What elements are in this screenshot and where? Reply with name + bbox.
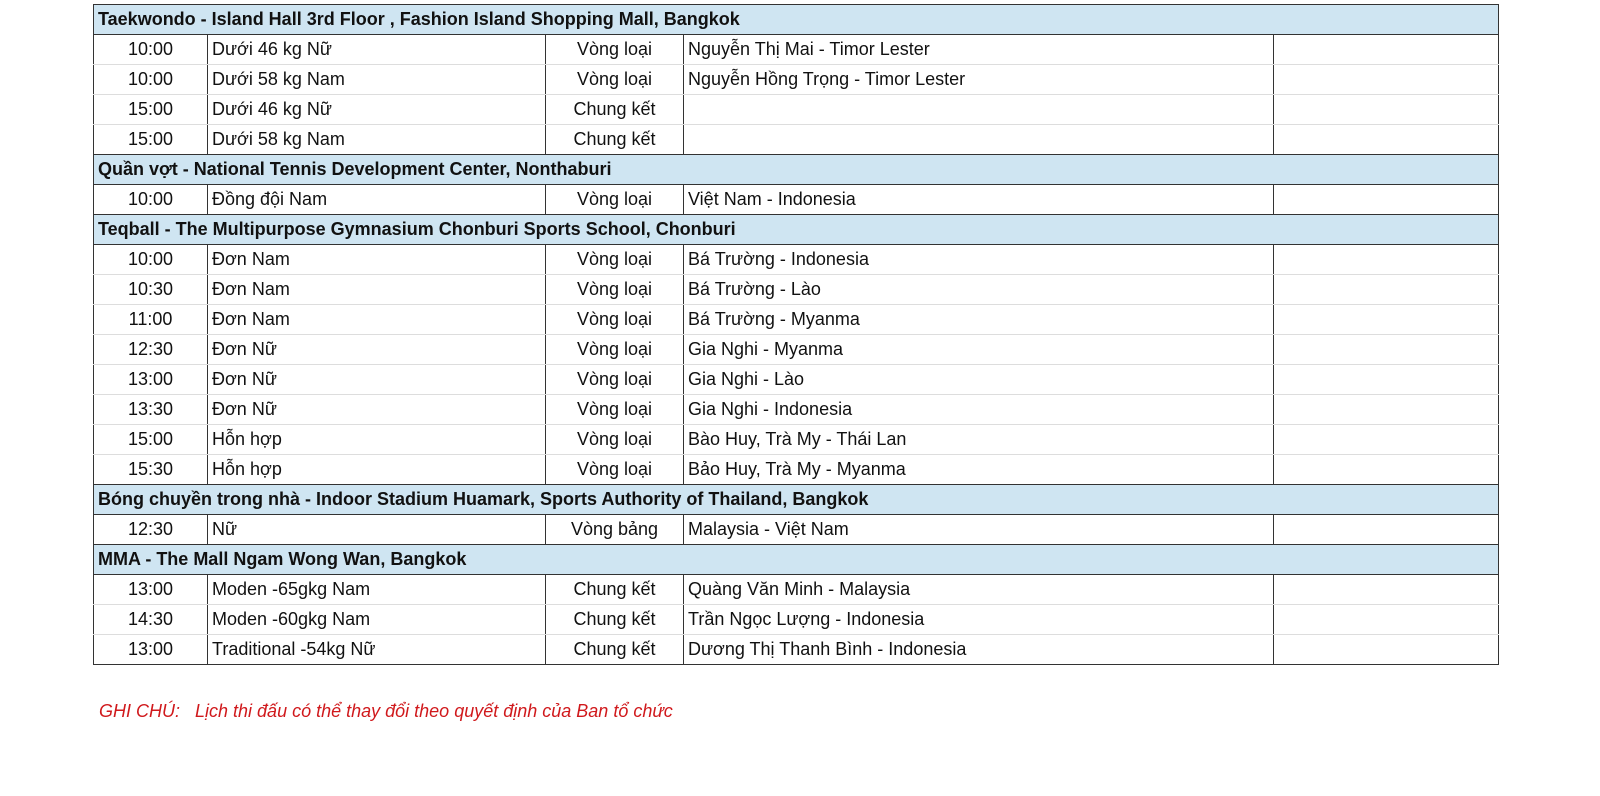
table-row: [94, 455, 1499, 485]
extra-cell: [1274, 455, 1499, 485]
section-title: Bóng chuyền trong nhà - Indoor Stadium Huamark, Sports Authority of Thailand, Bangkok: [94, 485, 1499, 515]
event-cell: Dưới 46 kg Nữ: [208, 35, 546, 65]
section-title: Quần vợt - National Tennis Development Center, Nonthaburi: [94, 155, 1499, 185]
match-cell: Gia Nghi - Indonesia: [684, 395, 1274, 425]
extra-cell: [1274, 65, 1499, 95]
round-cell: Vòng loại: [546, 395, 684, 425]
match-cell: Gia Nghi - Myanma: [684, 335, 1274, 365]
table-row: [94, 335, 1499, 365]
match-cell: Nguyễn Hồng Trọng - Timor Lester: [684, 65, 1274, 95]
round-cell: Chung kết: [546, 95, 684, 125]
extra-cell: [1274, 275, 1499, 305]
time-cell: 15:00: [94, 95, 208, 125]
table-row: [94, 395, 1499, 425]
section-header: [94, 485, 1499, 515]
section-header: [94, 5, 1499, 35]
extra-cell: [1274, 335, 1499, 365]
schedule-note: [99, 701, 673, 722]
round-cell: Vòng loại: [546, 305, 684, 335]
match-cell: Trần Ngọc Lượng - Indonesia: [684, 605, 1274, 635]
time-cell: 10:30: [94, 275, 208, 305]
extra-cell: [1274, 605, 1499, 635]
event-cell: Đơn Nam: [208, 305, 546, 335]
event-cell: Dưới 58 kg Nam: [208, 125, 546, 155]
event-cell: Dưới 58 kg Nam: [208, 65, 546, 95]
extra-cell: [1274, 185, 1499, 215]
event-cell: Dưới 46 kg Nữ: [208, 95, 546, 125]
table-row: [94, 515, 1499, 545]
round-cell: Chung kết: [546, 635, 684, 665]
table-row: [94, 95, 1499, 125]
round-cell: Vòng loại: [546, 35, 684, 65]
event-cell: Đơn Nữ: [208, 335, 546, 365]
table-row: [94, 575, 1499, 605]
event-cell: Moden -65gkg Nam: [208, 575, 546, 605]
match-cell: Quàng Văn Minh - Malaysia: [684, 575, 1274, 605]
event-cell: Đơn Nam: [208, 245, 546, 275]
extra-cell: [1274, 365, 1499, 395]
extra-cell: [1274, 515, 1499, 545]
time-cell: 11:00: [94, 305, 208, 335]
table-row: [94, 35, 1499, 65]
round-cell: Vòng loại: [546, 425, 684, 455]
table-row: [94, 275, 1499, 305]
extra-cell: [1274, 35, 1499, 65]
schedule-table: [93, 4, 1499, 665]
table-row: [94, 605, 1499, 635]
section-title: MMA - The Mall Ngam Wong Wan, Bangkok: [94, 545, 1499, 575]
table-row: [94, 635, 1499, 665]
table-row: [94, 245, 1499, 275]
round-cell: Vòng loại: [546, 365, 684, 395]
time-cell: 13:00: [94, 575, 208, 605]
table-row: [94, 365, 1499, 395]
time-cell: 14:30: [94, 605, 208, 635]
match-cell: Bảo Huy, Trà My - Myanma: [684, 455, 1274, 485]
event-cell: Hỗn hợp: [208, 425, 546, 455]
note-text: Lịch thi đấu có thể thay đổi theo quyết định của Ban tổ chức: [195, 701, 673, 721]
match-cell: Nguyễn Thị Mai - Timor Lester: [684, 35, 1274, 65]
time-cell: 13:00: [94, 365, 208, 395]
event-cell: Đồng đội Nam: [208, 185, 546, 215]
round-cell: Vòng loại: [546, 185, 684, 215]
section-header: [94, 155, 1499, 185]
section-title: Teqball - The Multipurpose Gymnasium Chonburi Sports School, Chonburi: [94, 215, 1499, 245]
time-cell: 10:00: [94, 35, 208, 65]
match-cell: Bá Trường - Myanma: [684, 305, 1274, 335]
time-cell: 10:00: [94, 245, 208, 275]
round-cell: Chung kết: [546, 605, 684, 635]
round-cell: Chung kết: [546, 575, 684, 605]
extra-cell: [1274, 395, 1499, 425]
time-cell: 10:00: [94, 185, 208, 215]
match-cell: [684, 125, 1274, 155]
round-cell: Vòng loại: [546, 455, 684, 485]
round-cell: Vòng loại: [546, 275, 684, 305]
time-cell: 10:00: [94, 65, 208, 95]
table-row: [94, 425, 1499, 455]
section-header: [94, 545, 1499, 575]
section-title: Taekwondo - Island Hall 3rd Floor , Fashion Island Shopping Mall, Bangkok: [94, 5, 1499, 35]
match-cell: Bá Trường - Indonesia: [684, 245, 1274, 275]
section-header: [94, 215, 1499, 245]
note-label: GHI CHÚ:: [99, 701, 180, 721]
event-cell: Traditional -54kg Nữ: [208, 635, 546, 665]
extra-cell: [1274, 305, 1499, 335]
round-cell: Chung kết: [546, 125, 684, 155]
round-cell: Vòng bảng: [546, 515, 684, 545]
time-cell: 12:30: [94, 515, 208, 545]
time-cell: 15:00: [94, 425, 208, 455]
event-cell: Đơn Nữ: [208, 365, 546, 395]
extra-cell: [1274, 245, 1499, 275]
table-row: [94, 65, 1499, 95]
table-row: [94, 125, 1499, 155]
match-cell: Bá Trường - Lào: [684, 275, 1274, 305]
match-cell: [684, 95, 1274, 125]
extra-cell: [1274, 635, 1499, 665]
extra-cell: [1274, 575, 1499, 605]
time-cell: 12:30: [94, 335, 208, 365]
time-cell: 13:30: [94, 395, 208, 425]
table-row: [94, 305, 1499, 335]
time-cell: 15:00: [94, 125, 208, 155]
extra-cell: [1274, 125, 1499, 155]
round-cell: Vòng loại: [546, 335, 684, 365]
match-cell: Việt Nam - Indonesia: [684, 185, 1274, 215]
event-cell: Hỗn hợp: [208, 455, 546, 485]
match-cell: Malaysia - Việt Nam: [684, 515, 1274, 545]
event-cell: Moden -60gkg Nam: [208, 605, 546, 635]
round-cell: Vòng loại: [546, 245, 684, 275]
extra-cell: [1274, 425, 1499, 455]
match-cell: Dương Thị Thanh Bình - Indonesia: [684, 635, 1274, 665]
table-row: [94, 185, 1499, 215]
event-cell: Nữ: [208, 515, 546, 545]
match-cell: Gia Nghi - Lào: [684, 365, 1274, 395]
extra-cell: [1274, 95, 1499, 125]
time-cell: 13:00: [94, 635, 208, 665]
event-cell: Đơn Nam: [208, 275, 546, 305]
event-cell: Đơn Nữ: [208, 395, 546, 425]
round-cell: Vòng loại: [546, 65, 684, 95]
match-cell: Bào Huy, Trà My - Thái Lan: [684, 425, 1274, 455]
time-cell: 15:30: [94, 455, 208, 485]
